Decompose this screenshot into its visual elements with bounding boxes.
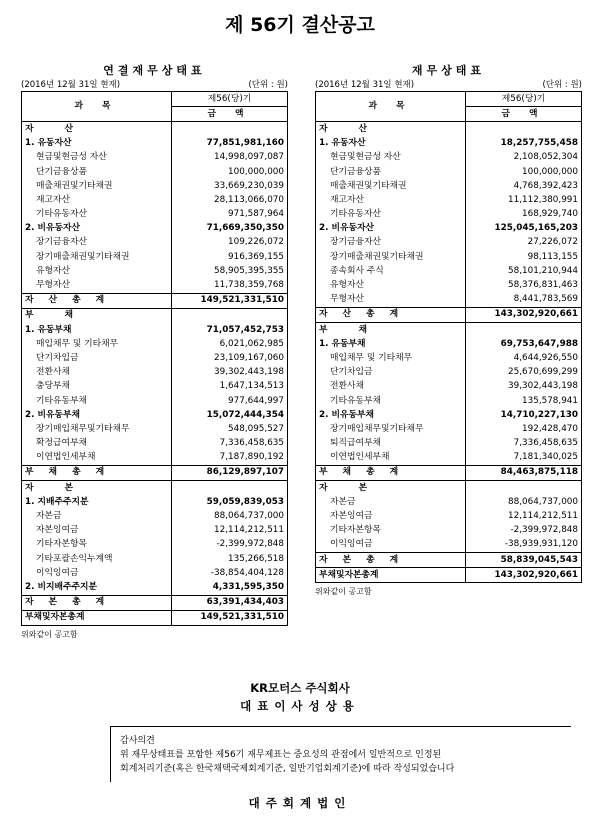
row-label: 자 본 총 계	[316, 553, 466, 568]
row-amount: 58,376,831,463	[508, 280, 578, 291]
row-label: 단기차입금	[316, 366, 466, 380]
row-amount: -38,939,931,120	[504, 539, 578, 550]
row-label: 자 산	[316, 122, 466, 137]
row-amount: 58,905,395,355	[214, 265, 284, 276]
ceo-name: 대표이사성상용	[240, 699, 360, 713]
statement-row-item	[316, 437, 582, 451]
row-label: 자본금	[316, 495, 466, 509]
row-label: 종속회사 주식	[316, 264, 466, 278]
row-amount: 977,644,997	[228, 395, 284, 406]
audit-opinion-title: 감사의견	[120, 736, 155, 746]
statement-row-item	[22, 437, 288, 451]
row-amount: -2,399,972,848	[510, 525, 578, 536]
page-title: 제 56기 결산공고	[225, 14, 375, 36]
row-label: 부채및자본총계	[22, 610, 172, 625]
row-label: 자본금	[22, 509, 172, 523]
row-amount: 135,578,941	[522, 395, 578, 406]
row-amount: 2,108,052,304	[513, 152, 578, 163]
statement-row-item	[316, 278, 582, 292]
statement-row-item	[316, 293, 582, 308]
row-label: 자 본	[316, 481, 466, 496]
statement-row-total	[22, 293, 288, 308]
row-label: 1. 유동자산	[316, 137, 466, 151]
statement-row-sub	[22, 495, 288, 509]
row-label: 재고자산	[22, 193, 172, 207]
statement-row-item	[316, 264, 582, 278]
separate-statement	[315, 62, 582, 597]
row-amount: 11,112,380,991	[508, 194, 578, 205]
statement-row-item	[316, 366, 582, 380]
row-amount: 7,336,458,635	[219, 438, 284, 449]
row-label: 이연법인세부채	[22, 451, 172, 466]
separate-table	[315, 91, 582, 583]
row-label: 확정급여부채	[22, 437, 172, 451]
company-name: KR모터스 주식회사	[250, 681, 350, 695]
statement-row-item	[316, 236, 582, 250]
consolidated-statement	[21, 62, 288, 640]
audit-opinion-line: 회계처리기준(혹은 한국채택국제회계기준, 일반기업회계기준)에 따라 작성되었습니다	[120, 764, 455, 774]
statement-row-sec	[316, 122, 582, 137]
statement-row-item	[22, 179, 288, 193]
statement-row-item	[22, 422, 288, 436]
row-amount	[466, 122, 582, 137]
consolidated-units: (단위 : 원)	[248, 80, 288, 90]
row-amount: 77,851,981,160	[206, 138, 284, 149]
statement-row-item	[22, 250, 288, 264]
statement-row-item	[316, 380, 582, 394]
row-amount: 8,441,783,569	[513, 294, 578, 305]
row-label: 현금및현금성 자산	[316, 151, 466, 165]
row-amount: 88,064,737,000	[508, 496, 578, 507]
row-label: 기타자본항목	[316, 524, 466, 538]
statement-row-sub	[22, 222, 288, 236]
row-label: 자 산 총 계	[316, 307, 466, 322]
statement-row-sub	[22, 323, 288, 337]
row-label: 기타유동부채	[316, 394, 466, 408]
row-amount: 100,000,000	[228, 166, 284, 177]
row-amount: 192,428,470	[522, 423, 578, 434]
row-amount: 88,064,737,000	[214, 511, 284, 522]
statement-row-item	[22, 524, 288, 538]
consolidated-date: (2016년 12월 31일 현재)	[21, 80, 121, 90]
header-period: 제56(당)기	[466, 92, 582, 107]
statement-row-item	[316, 509, 582, 523]
row-amount: 25,670,699,299	[508, 367, 578, 378]
row-amount: 916,369,155	[228, 251, 284, 262]
statement-row-item	[316, 151, 582, 165]
row-label: 2. 비유동자산	[22, 222, 172, 236]
row-label: 자본잉여금	[316, 509, 466, 523]
row-label: 1. 지배주주지분	[22, 495, 172, 509]
statement-row-item	[316, 451, 582, 466]
row-label: 전환사채	[316, 380, 466, 394]
statement-row-sub	[22, 580, 288, 595]
row-label: 장기매출채권및기타채권	[316, 250, 466, 264]
statement-row-item	[22, 380, 288, 394]
statement-row-item	[22, 337, 288, 351]
statement-row-item	[316, 538, 582, 553]
statement-row-item	[22, 165, 288, 179]
row-label: 부채및자본총계	[316, 568, 466, 583]
row-amount: 39,302,443,198	[214, 367, 284, 378]
statement-row-item	[316, 165, 582, 179]
row-amount: 18,257,755,458	[500, 138, 578, 149]
header-subject: 과 목	[22, 92, 172, 122]
statement-row-item	[22, 264, 288, 278]
row-label: 퇴직급여부채	[316, 437, 466, 451]
row-label: 부 채	[22, 308, 172, 323]
statement-row-total	[316, 307, 582, 322]
statement-row-grand	[316, 568, 582, 583]
row-label: 장기금융자산	[316, 236, 466, 250]
row-label: 단기금융상품	[22, 165, 172, 179]
consolidated-meta	[21, 78, 288, 91]
statement-row-item	[22, 451, 288, 466]
statement-row-sec	[316, 323, 582, 338]
row-label: 매입채무 및 기타채무	[22, 337, 172, 351]
row-amount: 4,768,392,423	[513, 180, 578, 191]
statement-row-item	[316, 193, 582, 207]
row-amount: 548,095,527	[228, 423, 284, 434]
row-label: 이익잉여금	[22, 566, 172, 580]
statement-row-item	[22, 538, 288, 552]
row-amount: 149,521,331,510	[172, 293, 288, 308]
header-amount: 금 액	[466, 107, 582, 122]
statement-row-total	[316, 553, 582, 568]
row-amount: 7,336,458,635	[513, 438, 578, 449]
row-amount: 15,072,444,354	[206, 409, 284, 420]
row-amount: 84,463,875,118	[466, 465, 582, 480]
row-amount: 12,114,212,511	[508, 511, 578, 522]
statement-row-grand	[22, 610, 288, 625]
statement-row-total	[22, 465, 288, 480]
row-amount: 12,114,212,511	[214, 525, 284, 536]
statement-row-sec	[316, 481, 582, 496]
separate-statement-title: 재무상태표	[411, 64, 486, 77]
separate-note: 위와같이 공고함	[315, 587, 372, 597]
row-amount: 135,266,518	[228, 553, 284, 564]
row-amount: 11,738,359,768	[214, 280, 284, 291]
row-amount: 71,057,452,753	[206, 324, 284, 335]
row-label: 자 산	[22, 122, 172, 137]
statement-row-item	[22, 509, 288, 523]
row-amount: 71,669,350,350	[206, 223, 284, 234]
row-amount: 168,929,740	[522, 209, 578, 220]
row-label: 무형자산	[22, 278, 172, 293]
row-label: 자본잉여금	[22, 524, 172, 538]
row-label: 단기차입금	[22, 351, 172, 365]
consolidated-table	[21, 91, 288, 626]
row-amount: 6,021,062,985	[219, 338, 284, 349]
statement-row-item	[22, 394, 288, 408]
row-label: 장기매입채무및기타채무	[316, 422, 466, 436]
consolidated-statement-title: 연결재무상태표	[103, 64, 206, 77]
row-amount: 33,669,230,039	[214, 180, 284, 191]
statement-row-item	[316, 351, 582, 365]
row-amount: 23,109,167,060	[214, 352, 284, 363]
row-label: 자 본 총 계	[22, 595, 172, 610]
row-label: 무형자산	[316, 293, 466, 308]
row-amount	[466, 323, 582, 338]
row-amount: 7,187,890,192	[219, 452, 284, 463]
auditor-name: 대주회계법인	[248, 796, 352, 810]
row-amount: 4,331,595,350	[212, 581, 284, 592]
row-label: 부 채	[316, 323, 466, 338]
row-amount: 28,113,066,070	[214, 194, 284, 205]
row-label: 1. 유동부채	[22, 323, 172, 337]
row-label: 단기금융상품	[316, 165, 466, 179]
statement-row-sec	[22, 481, 288, 496]
row-amount	[172, 308, 288, 323]
separate-date: (2016년 12월 31일 현재)	[315, 80, 415, 90]
header-subject: 과 목	[316, 92, 466, 122]
table-header-row	[22, 92, 288, 107]
statement-row-item	[316, 179, 582, 193]
row-label: 부 채 총 계	[316, 465, 466, 480]
statement-row-total	[316, 465, 582, 480]
statement-row-item	[22, 566, 288, 580]
row-amount: 14,998,097,087	[214, 152, 284, 163]
row-label: 매입채무 및 기타채무	[316, 351, 466, 365]
row-label: 유형자산	[22, 264, 172, 278]
statement-row-sec	[22, 308, 288, 323]
row-amount: 143,302,920,661	[466, 568, 582, 583]
row-label: 장기금융자산	[22, 236, 172, 250]
row-label: 기타유동자산	[316, 208, 466, 222]
statement-row-sub	[316, 337, 582, 351]
statement-row-item	[22, 193, 288, 207]
statement-row-item	[22, 278, 288, 293]
row-amount: 149,521,331,510	[172, 610, 288, 625]
statement-row-item	[316, 422, 582, 436]
row-amount: 58,101,210,944	[508, 265, 578, 276]
row-label: 유형자산	[316, 278, 466, 292]
statement-row-total	[22, 595, 288, 610]
row-amount: 59,059,839,053	[206, 496, 284, 507]
separate-meta	[315, 78, 582, 91]
row-amount: 14,710,227,130	[500, 409, 578, 420]
row-amount: 58,839,045,543	[466, 553, 582, 568]
row-label: 2. 비유동자산	[316, 222, 466, 236]
statement-row-sub	[22, 137, 288, 151]
statement-row-item	[22, 236, 288, 250]
statement-row-item	[316, 394, 582, 408]
row-amount: -2,399,972,848	[216, 539, 284, 550]
row-amount: 39,302,443,198	[508, 381, 578, 392]
row-amount: 86,129,897,107	[172, 465, 288, 480]
row-label: 자 본	[22, 481, 172, 496]
row-amount	[172, 122, 288, 137]
row-label: 이연법인세부채	[316, 451, 466, 466]
statement-row-item	[22, 208, 288, 222]
row-label: 장기매출채권및기타채권	[22, 250, 172, 264]
statement-row-item	[316, 495, 582, 509]
row-amount: 4,644,926,550	[513, 352, 578, 363]
statement-row-sub	[316, 408, 582, 422]
row-label: 기타유동부채	[22, 394, 172, 408]
statement-row-item	[316, 250, 582, 264]
statement-row-item	[316, 524, 582, 538]
row-amount: -38,854,404,128	[210, 567, 284, 578]
statement-row-sub	[316, 137, 582, 151]
statement-row-item	[316, 208, 582, 222]
audit-opinion-line: 위 재무상태표를 포함한 제56기 재무제표는 중요성의 관점에서 일반적으로 인정된	[120, 750, 442, 760]
table-header-row	[316, 92, 582, 107]
consolidated-note: 위와같이 공고함	[21, 629, 78, 639]
row-label: 기타유동자산	[22, 208, 172, 222]
row-amount: 27,226,072	[527, 237, 578, 248]
row-label: 2. 비유동부채	[22, 408, 172, 422]
row-amount: 63,391,434,403	[172, 595, 288, 610]
statement-row-item	[22, 366, 288, 380]
row-label: 부 채 총 계	[22, 465, 172, 480]
row-label: 충당부채	[22, 380, 172, 394]
row-amount: 971,587,964	[228, 209, 284, 220]
row-label: 자 산 총 계	[22, 293, 172, 308]
row-label: 이익잉여금	[316, 538, 466, 553]
row-amount: 1,647,134,513	[219, 381, 284, 392]
row-amount: 125,045,165,203	[494, 223, 578, 234]
row-label: 기타자본항목	[22, 538, 172, 552]
statement-row-item	[22, 351, 288, 365]
separate-units: (단위 : 원)	[542, 80, 582, 90]
statement-row-sec	[22, 122, 288, 137]
row-amount: 69,753,647,988	[500, 338, 578, 349]
row-label: 기타포괄손익누계액	[22, 552, 172, 566]
row-amount	[172, 481, 288, 496]
row-amount: 98,113,155	[527, 251, 578, 262]
row-label: 2. 비지배주주지분	[22, 580, 172, 595]
row-amount: 109,226,072	[228, 237, 284, 248]
row-label: 재고자산	[316, 193, 466, 207]
row-amount: 100,000,000	[522, 166, 578, 177]
row-label: 매출채권및기타채권	[316, 179, 466, 193]
row-label: 1. 유동부채	[316, 337, 466, 351]
row-label: 1. 유동자산	[22, 137, 172, 151]
row-label: 전환사채	[22, 366, 172, 380]
statement-row-sub	[316, 222, 582, 236]
statement-row-item	[22, 151, 288, 165]
row-label: 장기매입채무및기타채무	[22, 422, 172, 436]
header-amount: 금 액	[172, 107, 288, 122]
statement-row-item	[22, 552, 288, 566]
row-amount: 7,181,340,025	[513, 452, 578, 463]
row-label: 현금및현금성 자산	[22, 151, 172, 165]
statement-row-sub	[22, 408, 288, 422]
row-amount: 143,302,920,661	[466, 307, 582, 322]
header-period: 제56(당)기	[172, 92, 288, 107]
row-amount	[466, 481, 582, 496]
row-label: 매출채권및기타채권	[22, 179, 172, 193]
row-label: 2. 비유동부채	[316, 408, 466, 422]
